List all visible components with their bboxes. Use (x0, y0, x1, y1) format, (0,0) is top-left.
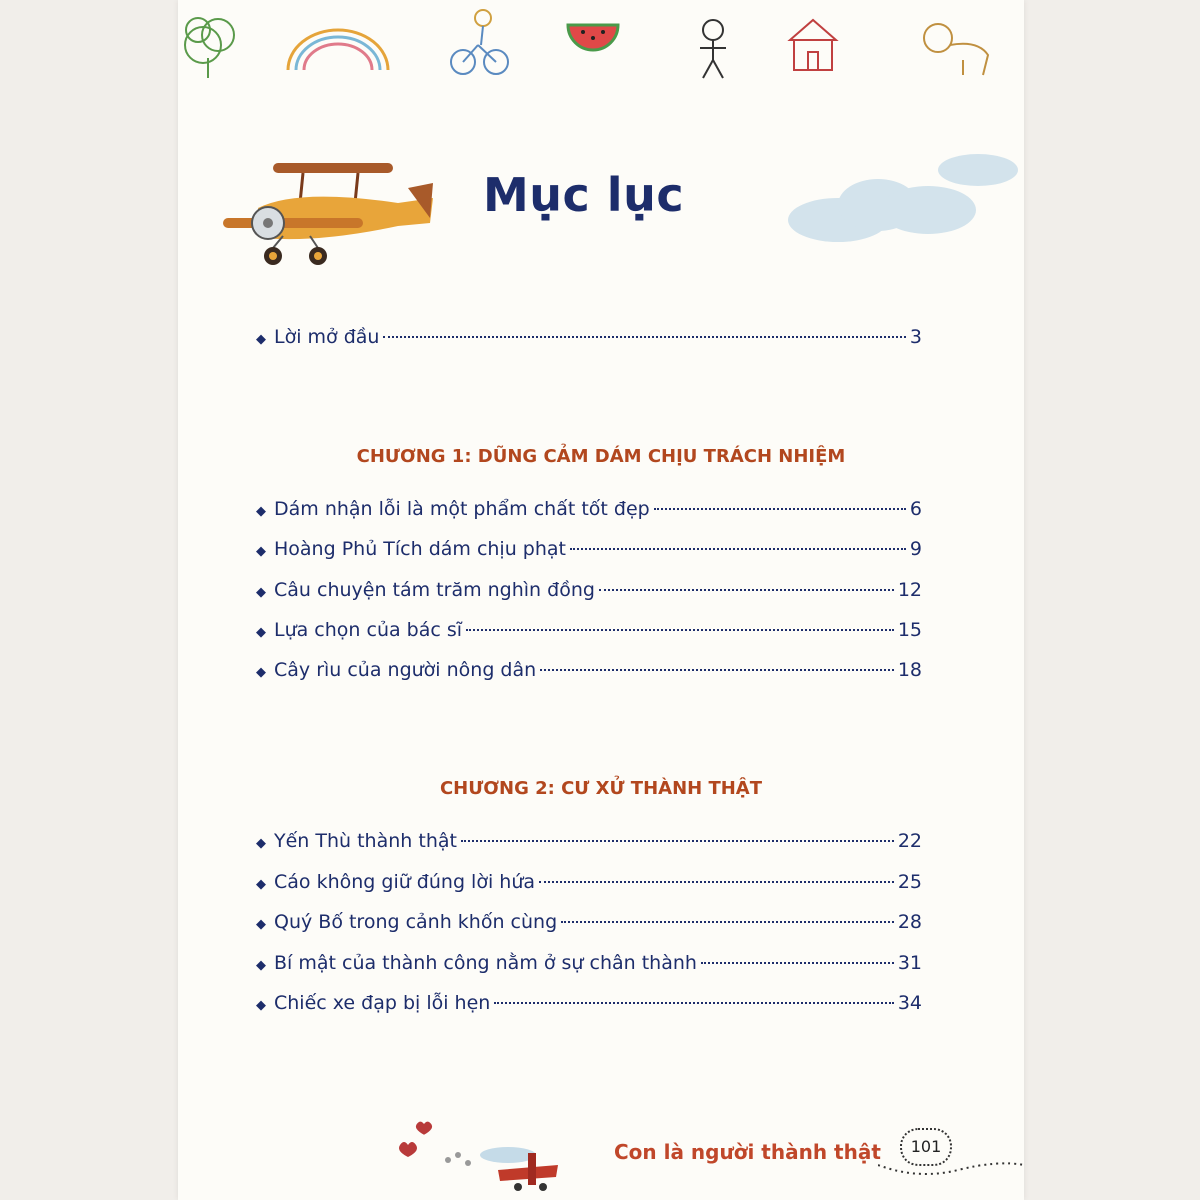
toc-entry-label: Cây rìu của người nông dân (274, 659, 537, 681)
heart-icon (399, 1122, 432, 1157)
toc-entry-page: 34 (897, 992, 922, 1014)
toc-entry-label: Câu chuyện tám trăm nghìn đồng (274, 579, 595, 601)
dot-leader (599, 589, 894, 591)
toc-entry[interactable] (256, 830, 922, 860)
bullet-icon: ◆ (256, 958, 266, 973)
rainbow-icon (288, 30, 388, 70)
cloud-decoration (778, 150, 1024, 270)
toc-entry[interactable] (256, 538, 922, 568)
dot-leader (461, 840, 894, 842)
bullet-icon: ◆ (256, 544, 266, 559)
book-page (178, 0, 1024, 1200)
dot-leader (539, 881, 894, 883)
dot-leader (654, 508, 906, 510)
toc-entry-label: Yến Thù thành thật (274, 830, 457, 852)
chapter-heading: CHƯƠNG 1: DŨNG CẢM DÁM CHỊU TRÁCH NHIỆM (356, 446, 846, 467)
toc-entry-page: 28 (897, 911, 922, 933)
bullet-icon: ◆ (256, 504, 266, 519)
dot-leader (561, 921, 894, 923)
toc-entry[interactable] (256, 871, 922, 901)
toc-entry-page: 25 (897, 871, 922, 893)
bullet-icon: ◆ (256, 917, 266, 932)
girl-icon (700, 20, 726, 78)
book-title: Con là người thành thật (614, 1140, 881, 1164)
toc-entry-label: Lựa chọn của bác sĩ (274, 619, 463, 641)
bullet-icon: ◆ (256, 836, 266, 851)
page-number: 101 (900, 1128, 952, 1166)
bicycle-kid-icon (451, 10, 508, 74)
bullet-icon: ◆ (256, 585, 266, 600)
footer-illustration (388, 1115, 608, 1195)
dot-leader (570, 548, 906, 550)
toc-entry[interactable] (256, 992, 922, 1022)
page-title: Mục lục (483, 168, 685, 222)
toc-entry[interactable] (256, 619, 922, 649)
toc-entry-page: 12 (897, 579, 922, 601)
toc-entry[interactable] (256, 659, 922, 689)
dog-icon (924, 24, 988, 75)
toc-entry-intro[interactable] (256, 326, 922, 356)
toc-entry-label: Quý Bố trong cảnh khốn cùng (274, 911, 558, 933)
bullet-icon: ◆ (256, 332, 266, 347)
bullet-icon: ◆ (256, 625, 266, 640)
dot-leader (466, 629, 894, 631)
dot-leader (540, 669, 894, 671)
toc-entry-label: Dám nhận lỗi là một phẩm chất tốt đẹp (274, 498, 650, 520)
tree-icon (185, 18, 234, 78)
toc-entry[interactable] (256, 952, 922, 982)
house-icon (790, 20, 836, 70)
toc-entry[interactable] (256, 498, 922, 528)
toc-entry-page: 9 (909, 538, 922, 560)
bullet-icon: ◆ (256, 877, 266, 892)
dot-leader (383, 336, 905, 338)
toc-entry-page: 6 (909, 498, 922, 520)
toc-entry-page: 18 (897, 659, 922, 681)
bullet-icon: ◆ (256, 998, 266, 1013)
toc-entry-page: 15 (897, 619, 922, 641)
dotted-swirl (878, 1160, 1024, 1180)
dot-leader (494, 1002, 893, 1004)
toc-entry-label: Hoàng Phủ Tích dám chịu phạt (274, 538, 566, 560)
toc-entry-page: 31 (897, 952, 922, 974)
toc-entry-page: 3 (909, 326, 922, 348)
toc-entry[interactable] (256, 579, 922, 609)
toc-entry-label: Cáo không giữ đúng lời hứa (274, 871, 535, 893)
toc-entry-label: Chiếc xe đạp bị lỗi hẹn (274, 992, 491, 1014)
biplane-illustration (218, 148, 448, 283)
bullet-icon: ◆ (256, 665, 266, 680)
doodle-strip (178, 0, 1024, 110)
watermelon-icon (568, 25, 618, 50)
toc-entry[interactable] (256, 911, 922, 941)
toc-entry-label: Lời mở đầu (274, 326, 380, 348)
toc-entry-label: Bí mật của thành công nằm ở sự chân thành (274, 952, 697, 974)
toc-entry-page: 22 (897, 830, 922, 852)
dot-leader (701, 962, 894, 964)
chapter-heading: CHƯƠNG 2: CƯ XỬ THÀNH THẬT (439, 778, 763, 799)
